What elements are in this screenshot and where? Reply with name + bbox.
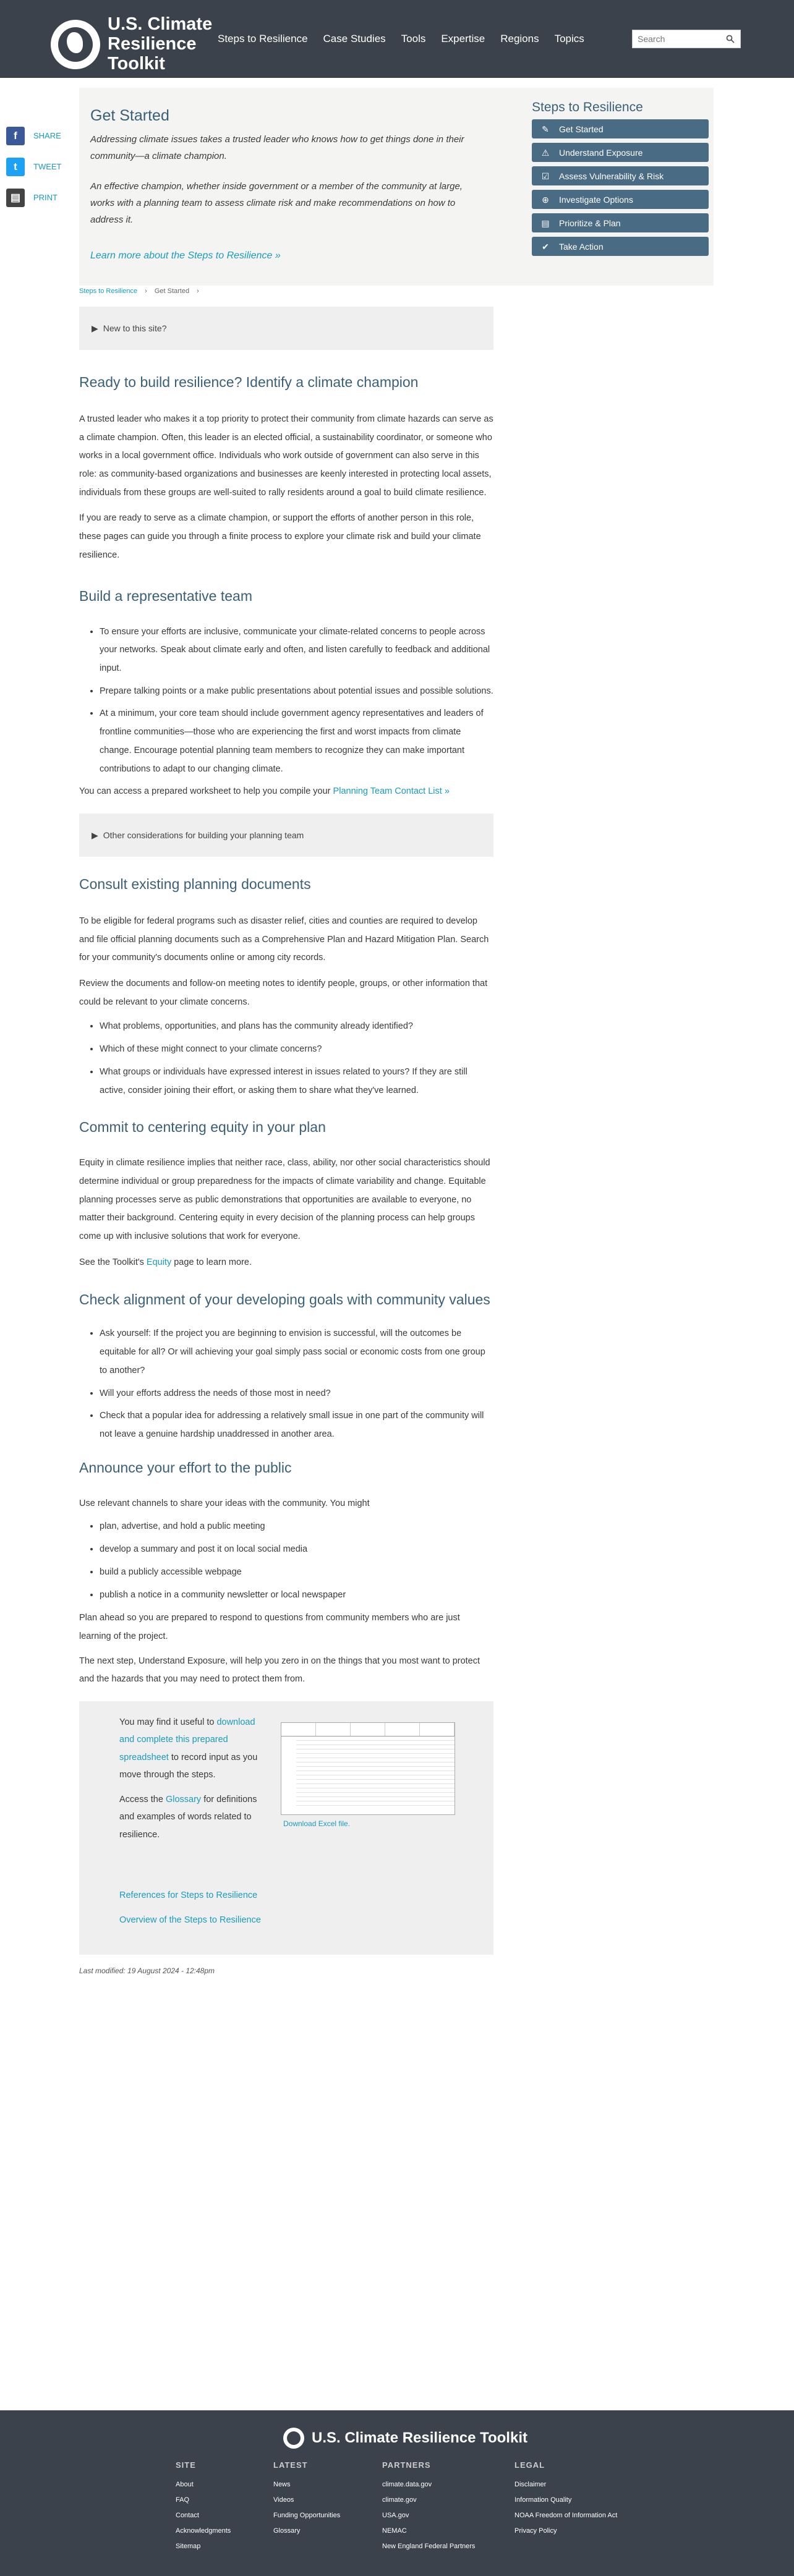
print-icon: ▤: [6, 189, 25, 207]
plan-icon: ▤: [541, 218, 550, 228]
list-item: • develop a summary and post it on local social media: [100, 1541, 493, 1559]
section-title: Check alignment of your developing goals with community values: [79, 1291, 490, 1307]
resources-box: [79, 1701, 493, 1955]
step-label: Take Action: [559, 241, 604, 252]
section-paragraph: The next step, Understand Exposure, will help you zero in on the things that you most want to protect and the hazards that you may need to protect them from.: [79, 1656, 480, 1685]
section-paragraph: A trusted leader who makes it a top priority to protect their community from climate hazards can serve as a climate champion. Often, this leader is an elected official, a sustainability coordinator, or someone who works in a local government office. Individuals who work outside of government can also serve in this role: as community-based organizations and businesses are keenly interested in protecting local assets, individuals from these groups are well-suited to rally residents around a goal to build climate resilience.: [79, 414, 493, 498]
section-paragraph: If you are ready to serve as a climate champion, or support the efforts of another person in this role, these pages can guide you through a finite process to explore your climate risk and build your climate resilience.: [79, 513, 481, 560]
search-button[interactable]: [722, 30, 739, 48]
page-title: Get Started: [90, 107, 169, 124]
footer-col-site: [176, 2457, 231, 2554]
footer-col-legal: [514, 2457, 617, 2539]
hero-lead-2: An effective champion, whether inside government or a member of the community at large, works with a planning team to assess climate risk and make recommendations on how to address it.: [90, 181, 463, 225]
spreadsheet-paragraph: [119, 1714, 262, 1783]
nav-regions[interactable]: Regions: [500, 33, 539, 45]
step-get-started[interactable]: [532, 119, 709, 138]
globe-icon: [283, 2428, 304, 2449]
footer-link[interactable]: Glossary: [273, 2527, 301, 2535]
list-item: • Will your efforts address the needs of those most in need?: [100, 1385, 493, 1403]
section-paragraph: Equity in climate resilience implies that neither race, class, ability, nor other social characteristics should determine individual or group preparedness for the impacts of climate variability and change. Equitable planning processes serve as public demonstrations that opportunities are available to everyone, no matter their background. Centering equity in every decision of the planning process can help groups come up with inclusive solutions that work for everyone.: [79, 1158, 490, 1242]
step-label: Understand Exposure: [559, 147, 643, 158]
list-item: • Which of these might connect to your climate concerns?: [100, 1040, 493, 1059]
checklist-icon: ☑: [541, 171, 550, 181]
share-label: SHARE: [33, 131, 61, 140]
nav-tools[interactable]: Tools: [401, 33, 426, 45]
section-title: Announce your effort to the public: [79, 1459, 292, 1476]
footer-link[interactable]: Disclaimer: [514, 2481, 547, 2488]
other-considerations-label: Other considerations for building your planning team: [103, 830, 304, 840]
list-item: • Ask yourself: If the project you are beginning to envision is successful, will the outcomes be equitable for all? Or will achieving your goal simply pass social or economic costs from one group to another?: [100, 1325, 493, 1380]
list-item: • What problems, opportunities, and plans has the community already identified?: [100, 1018, 493, 1036]
site-logo[interactable]: [51, 15, 212, 74]
resource-text: You may find it useful to: [119, 1717, 217, 1728]
footer-link[interactable]: Acknowledgments: [176, 2527, 231, 2535]
footer-heading: LATEST: [273, 2460, 308, 2470]
hero-lead: Addressing climate issues takes a trusted leader who knows how to get things done in their community—a climate champion.: [90, 134, 464, 161]
options-icon: ⊕: [542, 194, 549, 205]
logo-line-3: Toolkit: [108, 53, 165, 74]
spreadsheet-preview-image[interactable]: [281, 1722, 455, 1815]
team-list: [79, 623, 493, 779]
last-modified: Last modified: 19 August 2024 - 12:48pm: [79, 1966, 215, 1976]
breadcrumb-separator: ›: [145, 287, 147, 295]
equity-paragraph: [79, 1254, 493, 1272]
section-paragraph: Review the documents and follow-on meeting notes to identify people, groups, or other information that could be relevant to your climate concerns.: [79, 979, 488, 1007]
footer-col-partners: [382, 2457, 475, 2554]
references-link[interactable]: References for Steps to Resilience: [119, 1890, 258, 1901]
footer-link[interactable]: New England Federal Partners: [382, 2543, 476, 2550]
logo-line-2: Resilience: [108, 33, 197, 54]
announce-list: [79, 1518, 493, 1604]
search-input[interactable]: [633, 31, 722, 47]
section-paragraph: Use relevant channels to share your ideas with the community. You might: [79, 1498, 370, 1508]
alignment-list: [79, 1325, 493, 1443]
wrench-icon: ✎: [542, 124, 549, 134]
step-take-action[interactable]: [532, 237, 709, 256]
section-title: Build a representative team: [79, 587, 252, 604]
search-box: [632, 30, 741, 48]
steps-panel-title: Steps to Resilience: [532, 100, 643, 114]
resource-text: for definitions and examples of words related to resilience.: [119, 1795, 257, 1840]
footer-title: U.S. Climate Resilience Toolkit: [312, 2429, 527, 2446]
overview-link[interactable]: Overview of the Steps to Resilience: [119, 1915, 261, 1926]
section-title: Commit to centering equity in your plan: [79, 1119, 326, 1136]
footer-link[interactable]: climate.gov: [382, 2496, 417, 2504]
other-considerations-toggle[interactable]: [79, 814, 493, 857]
step-label: Investigate Options: [559, 194, 633, 205]
glossary-link[interactable]: Glossary: [165, 1795, 202, 1805]
list-item: • build a publicly accessible webpage: [100, 1563, 493, 1582]
footer-col-latest: [273, 2457, 340, 2539]
action-icon: ✔: [542, 241, 549, 252]
resources-text: [119, 1714, 262, 1843]
section-paragraph: Plan ahead so you are prepared to respond to questions from community members who are just learning of the project.: [79, 1613, 460, 1641]
footer-heading: SITE: [176, 2460, 196, 2470]
logo-line-1: U.S. Climate: [108, 14, 213, 34]
list-item: • plan, advertise, and hold a public meeting: [100, 1518, 493, 1536]
list-item: • At a minimum, your core team should include government agency representatives and leaders of frontline communities—those who are experiencing the first and worst impacts from climate change. Encourage potential planning team members to recognize they can make important contributions to adapt to our changing climate.: [100, 705, 493, 778]
list-item: • Check that a popular idea for addressing a relatively small issue in one part of the community will not leave a genuine hardship unaddressed in another area.: [100, 1407, 493, 1443]
footer-link[interactable]: About: [176, 2481, 194, 2488]
disclosure-triangle-icon: ▶: [92, 830, 98, 840]
hero-panel: [79, 88, 714, 286]
twitter-icon: t: [6, 158, 25, 176]
glossary-paragraph: [119, 1791, 262, 1843]
new-to-site-label: New to this site?: [103, 323, 167, 333]
section-title: Consult existing planning documents: [79, 876, 311, 892]
footer-link[interactable]: NEMAC: [382, 2527, 407, 2535]
logo-text: [108, 15, 212, 74]
site-header: [0, 0, 794, 78]
footer-logo[interactable]: [283, 2425, 527, 2451]
share-twitter[interactable]: [6, 158, 74, 176]
nav-case-studies[interactable]: Case Studies: [323, 33, 386, 45]
globe-icon: [51, 20, 100, 69]
step-understand-exposure[interactable]: [532, 143, 709, 162]
tweet-label: TWEET: [33, 162, 62, 171]
resource-text: to record input as you move through the steps.: [119, 1752, 258, 1780]
list-item: • Prepare talking points or a make public presentations about potential issues and possible solutions.: [100, 682, 493, 701]
footer-link[interactable]: Videos: [273, 2496, 294, 2504]
footer-link[interactable]: Privacy Policy: [514, 2527, 557, 2535]
list-item: • publish a notice in a community newsletter or local newspaper: [100, 1586, 493, 1605]
step-label: Assess Vulnerability & Risk: [559, 171, 664, 181]
footer-link[interactable]: Contact: [176, 2512, 199, 2519]
section-title: Ready to build resilience? Identify a climate champion: [79, 374, 419, 390]
learn-more-link[interactable]: Learn more about the Steps to Resilience »: [90, 250, 281, 261]
worksheet-paragraph: [79, 783, 493, 801]
breadcrumb-steps[interactable]: Steps to Resilience: [79, 287, 138, 295]
facebook-icon: f: [6, 127, 25, 145]
steps-panel: [532, 99, 709, 260]
step-label: Get Started: [559, 124, 604, 134]
footer-link[interactable]: FAQ: [176, 2496, 190, 2504]
footer-link[interactable]: NOAA Freedom of Information Act: [514, 2512, 618, 2519]
step-label: Prioritize & Plan: [559, 218, 621, 228]
step-prioritize-plan[interactable]: [532, 213, 709, 232]
nav-topics[interactable]: Topics: [554, 33, 584, 45]
main-content: [79, 307, 493, 1979]
footer-link[interactable]: Information Quality: [514, 2496, 572, 2504]
footer-link[interactable]: climate.data.gov: [382, 2481, 432, 2488]
section-paragraph: To be eligible for federal programs such as disaster relief, cities and counties are required to develop and file official planning documents such as a Comprehensive Plan and Hazard Mitigation Plan. Search for your community's documents online or among city records.: [79, 916, 489, 963]
equity-text: See the Toolkit's: [79, 1257, 147, 1267]
share-facebook[interactable]: [6, 127, 74, 145]
step-assess-vulnerability[interactable]: [532, 166, 709, 185]
footer-link[interactable]: USA.gov: [382, 2512, 409, 2519]
footer-heading: PARTNERS: [382, 2460, 431, 2470]
breadcrumb-current: Get Started: [154, 287, 190, 295]
nav-steps[interactable]: Steps to Resilience: [218, 33, 308, 45]
list-item: • What groups or individuals have expressed interest in issues related to yours? If they are still active, consider joining their effort, or asking them to share what they've learned.: [100, 1063, 493, 1100]
worksheet-text: You can access a prepared worksheet to help you compile your: [79, 786, 333, 797]
equity-link[interactable]: Equity: [146, 1257, 172, 1267]
site-footer: [0, 2410, 794, 2576]
footer-link[interactable]: News: [273, 2481, 291, 2488]
equity-text: page to learn more.: [171, 1257, 252, 1267]
search-icon: [726, 35, 735, 43]
resource-text: Access the: [119, 1795, 166, 1805]
planning-team-link[interactable]: Planning Team Contact List »: [333, 786, 450, 797]
new-to-site-toggle[interactable]: [79, 307, 493, 350]
share-print[interactable]: [6, 189, 74, 207]
nav-expertise[interactable]: Expertise: [441, 33, 485, 45]
step-investigate-options[interactable]: [532, 190, 709, 209]
breadcrumb: [79, 286, 199, 297]
footer-heading: LEGAL: [514, 2460, 545, 2470]
spreadsheet-link[interactable]: download and complete this prepared spreadsheet: [119, 1717, 255, 1762]
main-nav: [218, 30, 584, 48]
documents-list: [79, 1018, 493, 1100]
list-item: • To ensure your efforts are inclusive, communicate your climate-related concerns to people across your networks. Speak about climate early and often, and listen carefully to feedback and additional input.: [100, 623, 493, 678]
footer-link[interactable]: Funding Opportunities: [273, 2512, 341, 2519]
disclosure-triangle-icon: ▶: [92, 323, 98, 333]
print-label: PRINT: [33, 193, 58, 202]
footer-link[interactable]: Sitemap: [176, 2543, 201, 2550]
warning-icon: ⚠: [541, 147, 550, 158]
download-excel-link[interactable]: Download Excel file.: [283, 1819, 351, 1829]
breadcrumb-separator: ›: [197, 287, 199, 295]
